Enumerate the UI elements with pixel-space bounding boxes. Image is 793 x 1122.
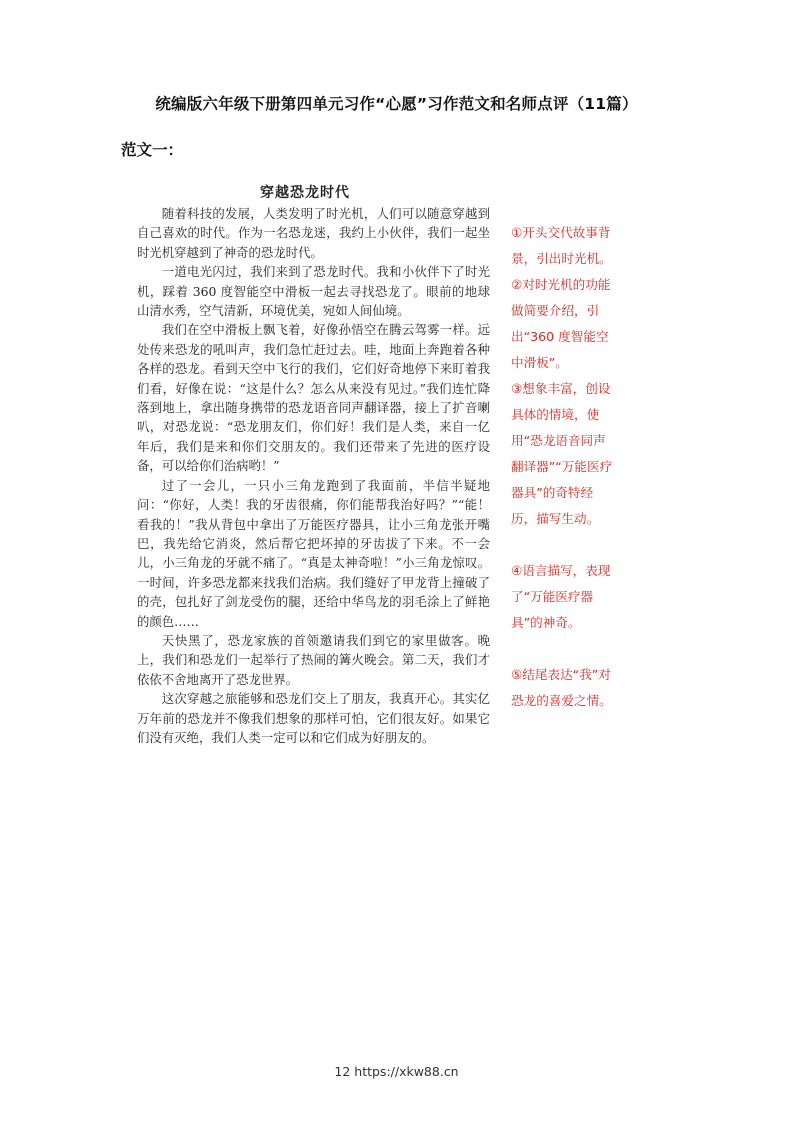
essay-paragraph: 一道电光闪过，我们来到了恐龙时代。我和小伙伴下了时光机，踩着 360 度智能空中滑板一起去寻找恐龙了。眼前的地球山清水秀，空气清新，环境优美，宛如人间仙境。 (137, 264, 490, 319)
essay-title: 穿越恐龙时代 (260, 185, 350, 201)
section-label: 范文一： (121, 141, 184, 159)
teacher-comments (511, 220, 615, 714)
essay-paragraph: 天快黑了，恐龙家族的首领邀请我们到它的家里做客。晚上，我们和恐龙们一起举行了热闹的篝火晚会。第二天，我们才依依不舍地离开了恐龙世界。 (137, 632, 490, 687)
comment-1: ①开头交代故事背景，引出时光机。 (511, 225, 612, 266)
comment-4: ④语言描写，表现了“万能医疗器具”的神奇。 (511, 563, 611, 630)
essay-paragraph: 随着科技的发展，人类发明了时光机，人们可以随意穿越到自己喜欢的时代。作为一名恐龙迷，我约上小伙伴，我们一起坐时光机穿越到了神奇的恐龙时代。 (137, 206, 490, 260)
essay-paragraph: 过了一会儿，一只小三角龙跑到了我面前，半信半疑地问：“你好，人类！我的牙齿很痛，你们能帮我治好吗？”“能！看我的！”我从背包中拿出了万能医疗器具，让小三角龙张开嘴巴，我先给它消炎，然后帮它把坏掉的牙齿拔了下来。不一会儿，小三角龙的牙就不痛了。“真是太神奇啦！”小三角龙惊叹。一时间，许多恐龙都来找我们治病。我们缝好了甲龙背上撞破了的壳，包扎好了剑龙受伤的腿，还给中华鸟龙的羽毛涂上了鲜艳的颜色…… (137, 477, 490, 629)
comment-spacer (511, 532, 615, 558)
essay-paragraph: 我们在空中滑板上飘飞着，好像孙悟空在腾云驾雾一样。远处传来恐龙的吼叫声，我们急忙赶过去。哇，地面上奔跑着各种各样的恐龙。看到天空中飞行的我们，它们好奇地停下来盯着我们看，好像在说：“这是什么？怎么从来没有见过。”我们连忙降落到地上，拿出随身携带的恐龙语音同声翻译器，接上了扩音喇叭，对恐龙说：“恐龙朋友们，你们好！我们是人类，来自一亿年后，我们是来和你们交朋友的。我们还带来了先进的医疗设备，可以给你们治病哟！” (137, 322, 490, 474)
comment-3: ③想象丰富，创设具体的情境，使用“恐龙语音同声翻译器”“万能医疗器具”的奇特经历，描写生动。 (511, 381, 613, 526)
essay-paragraph: 这次穿越之旅能够和恐龙们交上了朋友，我真开心。其实亿万年前的恐龙并不像我们想象的那样可怕，它们很友好。如果它们没有灭绝，我们人类一定可以和它们成为好朋友的。 (137, 691, 490, 745)
essay-body (137, 204, 490, 747)
comment-5: ⑤结尾表达“我”对恐龙的喜爱之情。 (511, 667, 612, 708)
document-title: 统编版六年级下册第四单元习作“心愿”习作范文和名师点评（11篇） (155, 95, 638, 113)
comment-2: ②对时光机的功能做简要介绍，引出“360 度智能空中滑板”。 (511, 277, 611, 370)
comment-spacer (511, 636, 615, 662)
page-footer: 12 https://xkw88.cn (334, 1064, 459, 1079)
